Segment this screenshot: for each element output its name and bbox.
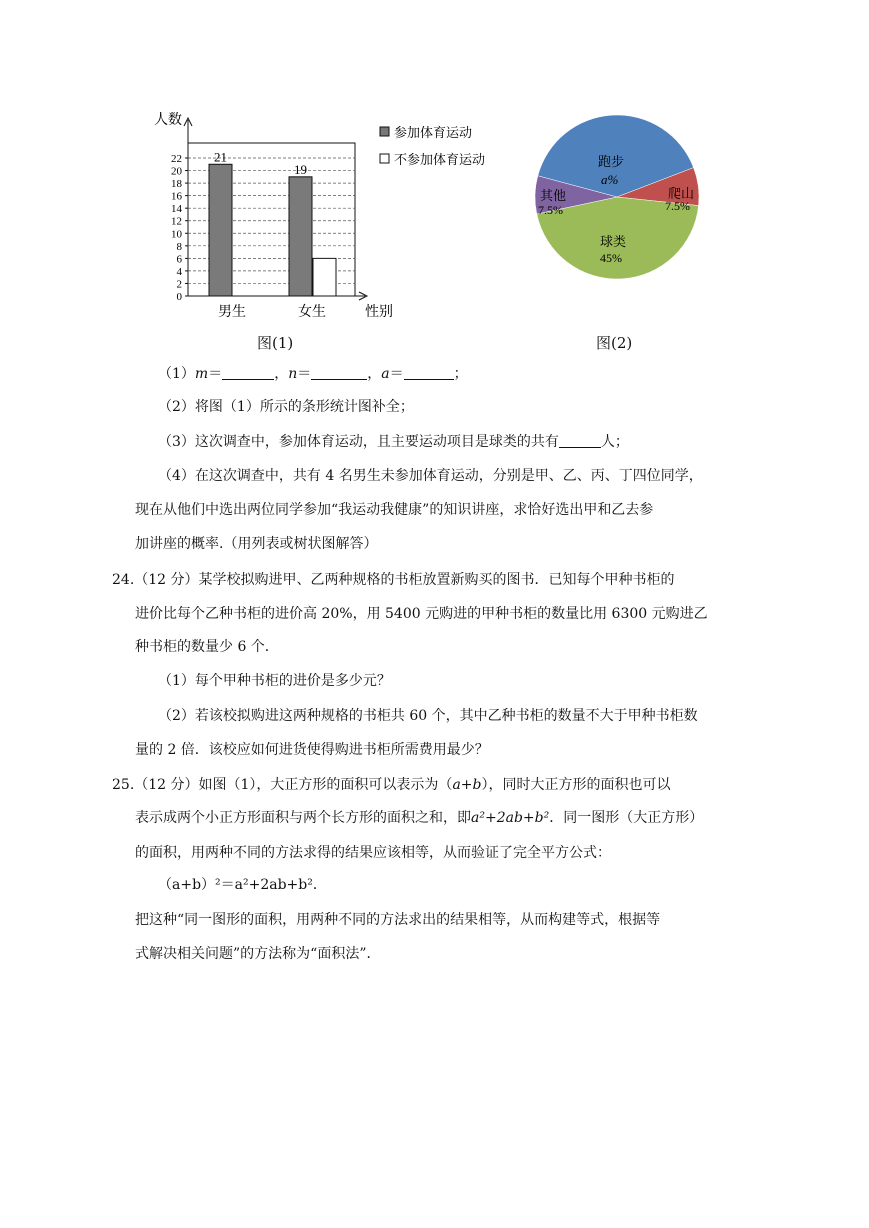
problem-24-sub-2-line-1: （2）若该校拟购进这两种规格的书柜共 60 个，其中乙种书柜的数量不大于甲种书柜数 [158,708,698,724]
legend-label-not-participate: 不参加体育运动 [394,152,486,167]
bar-data-label: 21 [214,149,227,165]
y-tick-label: 10 [171,228,182,241]
y-tick-label: 8 [176,240,182,253]
y-tick-label: 2 [176,278,182,291]
figure-1-caption: 图(1) [257,334,294,352]
y-tick-label: 20 [171,165,182,178]
legend [380,125,485,167]
bar-participate-0 [209,164,232,296]
figure-2-caption: 图(2) [596,334,633,352]
problem-25-formula: （a+b）²＝a²+2ab+b²． [158,877,327,893]
x-axis-label: 性别 [365,303,393,319]
bar-participate-1 [289,177,312,296]
pie-label-climbing: 爬山 [668,186,695,201]
problem-24-sub-2-line-2: 量的 2 倍．该校应如何进货使得购进书柜所需费用最少？ [135,742,489,758]
pie-value-climbing: 7.5% [665,199,690,213]
y-tick-label: 0 [176,291,182,303]
legend-swatch-not-participate [380,154,389,163]
question-2: （2）将图（1）所示的条形统计图补全； [158,399,414,415]
category-label: 女生 [298,303,326,319]
problem-24-line-3: 种书柜的数量少 6 个． [135,639,279,655]
y-tick-label: 6 [176,253,182,266]
legend-label-participate: 参加体育运动 [394,125,473,140]
y-axis-label: 人数 [154,111,182,127]
pie-value-running: a% [601,172,619,187]
problem-24-sub-1: （1）每个甲种书柜的进价是多少元？ [158,673,391,689]
pie-chart [530,100,710,290]
y-tick-label: 22 [171,153,182,165]
bar-chart [140,100,520,325]
legend-swatch-participate [380,127,389,136]
pie-value-other: 7.5% [538,203,563,217]
problem-25-line-3: 的面积，用两种不同的方法求得的结果应该相等，从而验证了完全平方公式： [135,845,611,861]
problem-24-line-2: 进价比每个乙种书柜的进价高 20%，用 5400 元购进的甲种书柜的数量比用 6300 元购进乙 [135,606,708,622]
answer-blank-ball[interactable] [559,433,601,448]
problem-25-line-2: 表示成两个小正方形面积与两个长方形的面积之和，即a²+2ab+b²．同一图形（大正方形） [135,810,704,826]
question-4-line-2: 现在从他们中选出两位同学参加“我运动我健康”的知识讲座，求恰好选出甲和乙去参 [135,502,654,518]
bar-not-participate-1 [313,258,336,296]
category-label: 男生 [218,303,246,319]
pie-label-other: 其他 [540,188,567,203]
y-tick-label: 12 [171,215,182,228]
y-tick-label: 4 [176,265,182,278]
problem-25-line-1: 25.（12 分）如图（1），大正方形的面积可以表示为（a+b），同时大正方形的面积也可以 [112,777,671,793]
pie-label-ball: 球类 [600,234,627,249]
pie-value-ball: 45% [600,251,622,265]
question-3: （3）这次调查中，参加体育运动，且主要运动项目是球类的共有 人； [158,434,629,450]
answer-blank-m[interactable] [222,365,274,380]
answer-blank-n[interactable] [311,365,367,380]
problem-25-line-6: 式解决相关问题”的方法称为“面积法”． [135,946,381,962]
y-tick-label: 14 [171,203,182,216]
question-4-line-1: （4）在这次调查中，共有 4 名男生未参加体育运动，分别是甲、乙、丙、丁四位同学， [158,468,703,484]
question-1: （1）m＝ ，n＝ ，a＝ ； [158,366,468,382]
pie-label-running: 跑步 [598,154,625,169]
problem-25-line-5: 把这种“同一图形的面积，用两种不同的方法求出的结果相等，从而构建等式，根据等 [135,912,661,928]
answer-blank-a[interactable] [404,365,454,380]
y-tick-label: 16 [171,190,182,203]
bar-data-label: 19 [294,161,307,177]
question-4-line-3: 加讲座的概率.（用列表或树状图解答） [135,536,378,552]
y-tick-label: 18 [171,178,182,191]
problem-24-line-1: 24.（12 分）某学校拟购进甲、乙两种规格的书柜放置新购买的图书．已知每个甲种书柜的 [112,572,675,588]
